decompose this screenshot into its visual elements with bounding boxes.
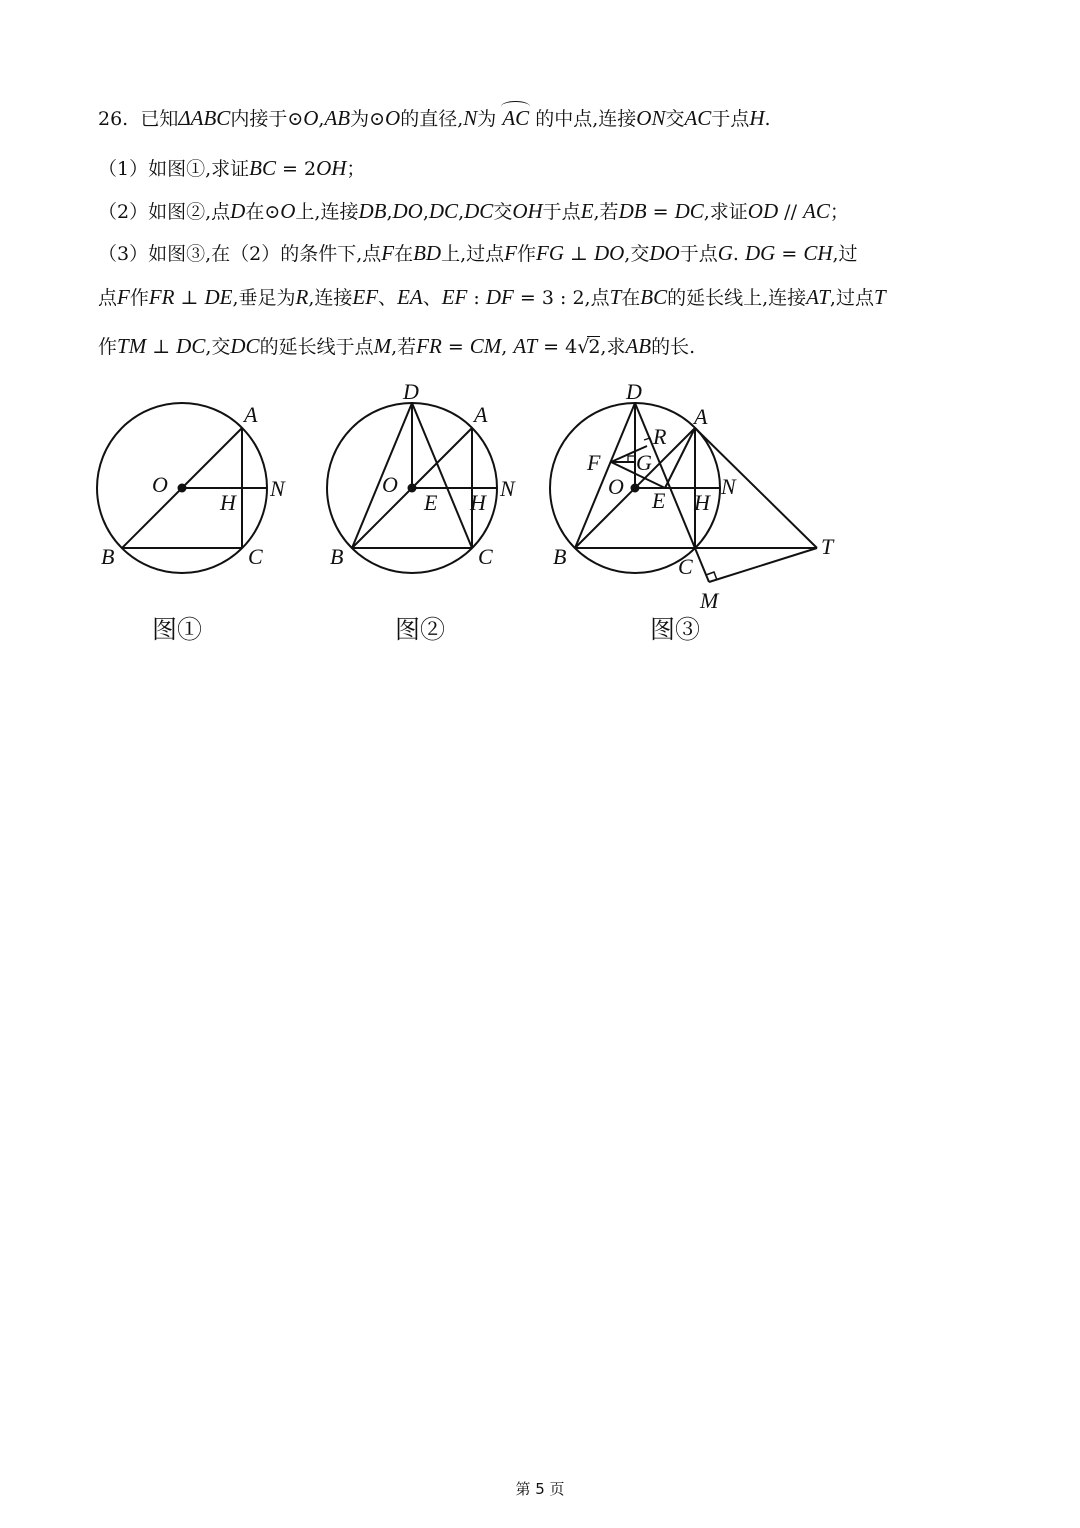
caption-fig-3: 图③ [650,615,701,644]
label-E: E [424,490,438,515]
segment-ea [665,428,695,488]
label-H: H [470,490,486,515]
label-F: F [587,450,601,475]
label-D: D [403,379,419,404]
label-O: O [152,472,168,497]
label-H: H [220,490,236,515]
label-C: C [248,544,263,569]
label-R: R [653,424,667,449]
caption-fig-2: 图② [395,615,446,644]
label-N: N [721,474,736,499]
center-point-o [179,485,186,492]
geometry-figures [0,370,1080,670]
label-H: H [694,490,710,515]
label-M: M [700,588,719,613]
label-O: O [382,472,398,497]
label-N: N [270,476,285,501]
problem-part-3-line-2: 点F作FR ⊥ DE,垂足为R,连接EF、EA、EF : DF = 3 : 2,点T在BC的延长线上,连接AT,过点T [98,285,886,309]
label-G: G [636,450,652,475]
caption-fig-1: 图① [152,615,203,644]
label-N: N [500,476,515,501]
problem-part-3-line-3: 作TM ⊥ DC,交DC的延长线于点M,若FR = CM, AT = 4√2,求AB的长. [98,334,696,358]
figure-1 [97,403,267,573]
problem-number: 26. [98,108,129,130]
label-C: C [678,554,693,579]
label-E: E [652,488,666,513]
arc-ac: AC [502,106,530,130]
segment-tm [709,548,817,582]
page-number: 第 5 页 [515,1480,565,1498]
label-T: T [821,534,834,559]
label-A: A [244,402,258,427]
label-B: B [101,544,115,569]
label-A: A [474,402,488,427]
problem-part-3-line-1: （3）如图③,在（2）的条件下,点F在BD上,过点F作FG ⊥ DO,交DO于点G. DG = CH,过 [98,241,858,265]
problem-part-1: （1）如图①,求证BC = 2OH； [98,156,366,180]
label-B: B [330,544,344,569]
segment-dc [412,403,472,548]
label-B: B [553,544,567,569]
sqrt-radicand: 2 [588,336,601,358]
problem-part-2: （2）如图②,点D在⊙O上,连接DB,DO,DC,DC交OH于点E,若DB = DC,求证OD // AC； [98,199,849,223]
label-C: C [478,544,493,569]
label-D: D [626,379,642,404]
figure-2 [327,403,497,573]
label-A: A [694,404,708,429]
label-O: O [608,474,624,499]
problem-intro: 26. 已知ΔABC内接于⊙O,AB为⊙O的直径,N为 AC 的中点,连接ON交AC于点H. [98,106,771,130]
